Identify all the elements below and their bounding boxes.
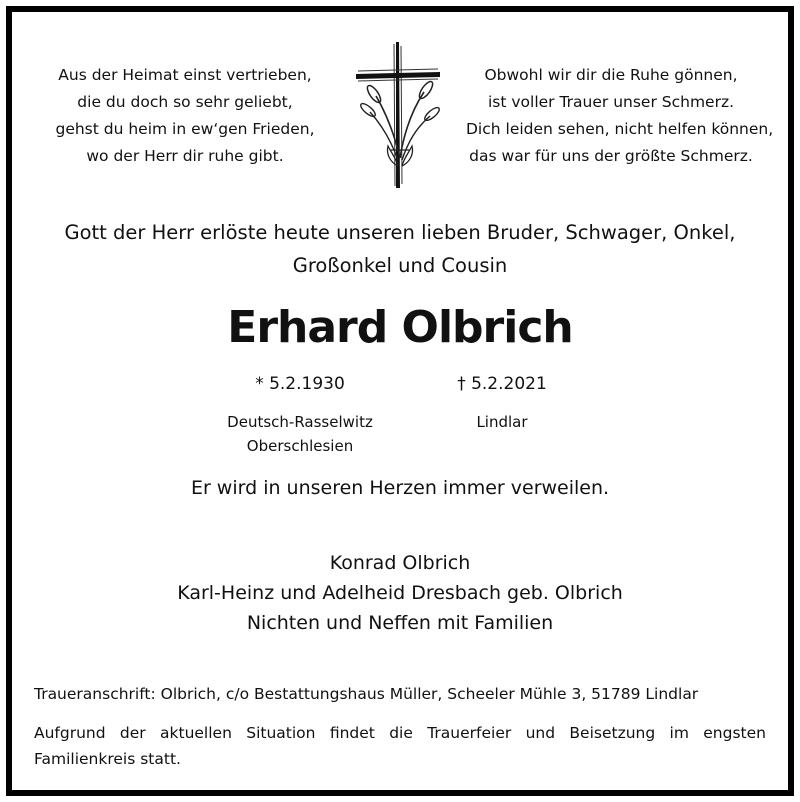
- intro-line: Gott der Herr erlöste heute unseren lieben Bruder, Schwager, Onkel,: [64, 221, 736, 244]
- poem-right: [466, 62, 774, 170]
- birth-place-line: Oberschlesien: [246, 437, 354, 455]
- mourner-line: Nichten und Neffen mit Familien: [246, 612, 554, 634]
- poem-left-line: gehst du heim in ew‘gen Frieden,: [55, 120, 315, 138]
- birth-place: [200, 410, 400, 458]
- poem-right-line: Dich leiden sehen, nicht helfen können,: [466, 120, 774, 138]
- deceased-name: Erhard Olbrich: [227, 302, 573, 353]
- mourner-line: Karl-Heinz und Adelheid Dresbach geb. Olbrich: [177, 582, 623, 604]
- funeral-note: Aufgrund der aktuellen Situation findet die Trauerfeier und Beisetzung im engsten Familienkreis statt.: [34, 724, 766, 768]
- mourner-line: Konrad Olbrich: [329, 552, 471, 574]
- poem-right-line: das war für uns der größte Schmerz.: [469, 147, 753, 165]
- death-date: † 5.2.2021: [457, 374, 547, 394]
- cross-with-wheat-icon: [350, 38, 446, 194]
- intro-line: Großonkel und Cousin: [292, 254, 508, 277]
- poem-right-line: ist voller Trauer unser Schmerz.: [487, 93, 735, 111]
- poem-left-line: wo der Herr dir ruhe gibt.: [86, 147, 284, 165]
- poem-right-line: Obwohl wir dir die Ruhe gönnen,: [484, 66, 738, 84]
- mourning-address: Traueranschrift: Olbrich, c/o Bestattungshaus Müller, Scheeler Mühle 3, 51789 Lindlar: [34, 685, 699, 703]
- poem-left-line: Aus der Heimat einst vertrieben,: [58, 66, 312, 84]
- mourners-list: [0, 548, 800, 638]
- poem-left: [40, 62, 330, 170]
- intro-text: [0, 216, 800, 282]
- memorial-tagline: Er wird in unseren Herzen immer verweilen.: [190, 477, 610, 499]
- birth-date: * 5.2.1930: [255, 374, 345, 394]
- death-place: [402, 410, 602, 434]
- death-place-line: Lindlar: [476, 413, 528, 431]
- birth-place-line: Deutsch-Rasselwitz: [227, 413, 373, 431]
- poem-left-line: die du doch so sehr geliebt,: [77, 93, 293, 111]
